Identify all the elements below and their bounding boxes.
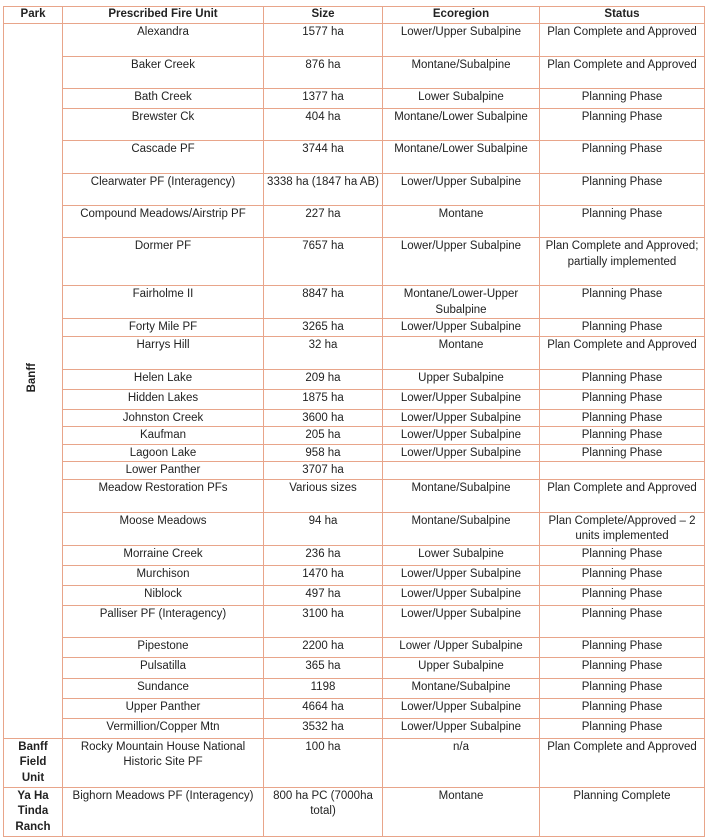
- cell-size: 404 ha: [264, 109, 383, 141]
- cell-unit: Bath Creek: [63, 89, 264, 109]
- cell-status: Planning Phase: [540, 109, 705, 141]
- cell-size: 236 ha: [264, 545, 383, 565]
- cell-status: Planning Phase: [540, 389, 705, 409]
- cell-size: 7657 ha: [264, 238, 383, 286]
- cell-status: [540, 462, 705, 480]
- cell-eco: Montane/Lower Subalpine: [383, 109, 540, 141]
- cell-eco: Lower/Upper Subalpine: [383, 174, 540, 206]
- cell-unit: Rocky Mountain House National Historic Site PF: [63, 738, 264, 787]
- cell-size: 100 ha: [264, 738, 383, 787]
- cell-unit: Morraine Creek: [63, 545, 264, 565]
- header-ecoregion: Ecoregion: [383, 7, 540, 24]
- cell-unit: Lagoon Lake: [63, 444, 264, 462]
- cell-size: 3532 ha: [264, 718, 383, 738]
- cell-eco: Montane/Subalpine: [383, 512, 540, 545]
- table-row: [4, 57, 705, 89]
- cell-status: Plan Complete and Approved: [540, 479, 705, 512]
- cell-unit: Hidden Lakes: [63, 389, 264, 409]
- header-unit: Prescribed Fire Unit: [63, 7, 264, 24]
- cell-size: 4664 ha: [264, 698, 383, 718]
- cell-eco: Lower/Upper Subalpine: [383, 718, 540, 738]
- cell-status: Planning Phase: [540, 427, 705, 445]
- cell-status: Planning Phase: [540, 545, 705, 565]
- cell-status: Planning Phase: [540, 698, 705, 718]
- cell-eco: Upper Subalpine: [383, 369, 540, 389]
- park-cell: [4, 738, 63, 787]
- cell-eco: Montane/Subalpine: [383, 479, 540, 512]
- cell-unit: Pipestone: [63, 637, 264, 657]
- cell-unit: Forty Mile PF: [63, 319, 264, 337]
- table-row: [4, 109, 705, 141]
- cell-unit: Sundance: [63, 678, 264, 698]
- cell-status: Planning Phase: [540, 657, 705, 678]
- cell-size: 1577 ha: [264, 24, 383, 57]
- cell-size: 3265 ha: [264, 319, 383, 337]
- cell-size: 800 ha PC (7000ha total): [264, 787, 383, 836]
- table-row: [4, 336, 705, 369]
- cell-status: Planning Phase: [540, 141, 705, 174]
- table-row: [4, 605, 705, 637]
- table-row: [4, 369, 705, 389]
- table-row: [4, 462, 705, 480]
- table-row: [4, 512, 705, 545]
- table-row: [4, 787, 705, 836]
- cell-eco: Lower/Upper Subalpine: [383, 585, 540, 605]
- cell-size: 3744 ha: [264, 141, 383, 174]
- cell-status: Plan Complete and Approved: [540, 57, 705, 89]
- table-row: [4, 174, 705, 206]
- cell-unit: Bighorn Meadows PF (Interagency): [63, 787, 264, 836]
- cell-unit: Clearwater PF (Interagency): [63, 174, 264, 206]
- cell-eco: Lower Subalpine: [383, 545, 540, 565]
- table-row: [4, 678, 705, 698]
- cell-size: 3707 ha: [264, 462, 383, 480]
- cell-eco: Upper Subalpine: [383, 657, 540, 678]
- park-name: Banff Field Unit: [18, 740, 48, 784]
- table-row: [4, 718, 705, 738]
- cell-status: Planning Phase: [540, 319, 705, 337]
- cell-eco: Montane/Lower Subalpine: [383, 141, 540, 174]
- cell-unit: Lower Panther: [63, 462, 264, 480]
- prescribed-fire-table: [3, 6, 705, 837]
- cell-unit: Pulsatilla: [63, 657, 264, 678]
- table-row: [4, 427, 705, 445]
- cell-size: 94 ha: [264, 512, 383, 545]
- cell-unit: Compound Meadows/Airstrip PF: [63, 206, 264, 238]
- cell-size: 1875 ha: [264, 389, 383, 409]
- cell-size: 1198: [264, 678, 383, 698]
- cell-size: 205 ha: [264, 427, 383, 445]
- cell-eco: Montane: [383, 206, 540, 238]
- cell-status: Planning Phase: [540, 585, 705, 605]
- cell-status: Planning Phase: [540, 89, 705, 109]
- cell-size: Various sizes: [264, 479, 383, 512]
- table-row: [4, 319, 705, 337]
- header-row: [4, 7, 705, 24]
- table-row: [4, 409, 705, 427]
- cell-eco: Lower/Upper Subalpine: [383, 24, 540, 57]
- park-cell: [4, 787, 63, 836]
- cell-eco: Lower/Upper Subalpine: [383, 319, 540, 337]
- cell-eco: [383, 462, 540, 480]
- cell-status: Planning Complete: [540, 787, 705, 836]
- cell-status: Planning Phase: [540, 206, 705, 238]
- cell-size: 958 ha: [264, 444, 383, 462]
- cell-eco: Lower/Upper Subalpine: [383, 444, 540, 462]
- cell-unit: Fairholme II: [63, 286, 264, 319]
- table-row: [4, 479, 705, 512]
- table-row: [4, 389, 705, 409]
- table-row: [4, 89, 705, 109]
- cell-eco: Montane: [383, 336, 540, 369]
- header-park: Park: [4, 7, 63, 24]
- table-row: [4, 698, 705, 718]
- park-cell: [4, 24, 63, 739]
- table-row: [4, 206, 705, 238]
- cell-size: 3100 ha: [264, 605, 383, 637]
- cell-unit: Vermillion/Copper Mtn: [63, 718, 264, 738]
- cell-eco: n/a: [383, 738, 540, 787]
- cell-size: 8847 ha: [264, 286, 383, 319]
- table-row: [4, 24, 705, 57]
- cell-status: Planning Phase: [540, 565, 705, 585]
- cell-eco: Montane/Subalpine: [383, 678, 540, 698]
- cell-size: 227 ha: [264, 206, 383, 238]
- cell-size: 876 ha: [264, 57, 383, 89]
- cell-eco: Lower/Upper Subalpine: [383, 605, 540, 637]
- cell-eco: Lower/Upper Subalpine: [383, 409, 540, 427]
- cell-eco: Lower /Upper Subalpine: [383, 637, 540, 657]
- cell-size: 3600 ha: [264, 409, 383, 427]
- cell-size: 2200 ha: [264, 637, 383, 657]
- park-name: Banff: [26, 363, 39, 393]
- cell-status: Planning Phase: [540, 409, 705, 427]
- cell-size: 1377 ha: [264, 89, 383, 109]
- table-row: [4, 545, 705, 565]
- cell-unit: Kaufman: [63, 427, 264, 445]
- cell-size: 365 ha: [264, 657, 383, 678]
- table-row: [4, 565, 705, 585]
- header-size: Size: [264, 7, 383, 24]
- cell-unit: Harrys Hill: [63, 336, 264, 369]
- cell-status: Planning Phase: [540, 637, 705, 657]
- table-row: [4, 738, 705, 787]
- table-row: [4, 657, 705, 678]
- cell-status: Plan Complete/Approved – 2 units implemented: [540, 512, 705, 545]
- park-name: Ya Ha Tinda Ranch: [15, 789, 51, 833]
- cell-status: Planning Phase: [540, 605, 705, 637]
- table-row: [4, 444, 705, 462]
- cell-unit: Meadow Restoration PFs: [63, 479, 264, 512]
- cell-unit: Dormer PF: [63, 238, 264, 286]
- cell-status: Planning Phase: [540, 444, 705, 462]
- cell-size: 1470 ha: [264, 565, 383, 585]
- cell-size: 209 ha: [264, 369, 383, 389]
- cell-status: Planning Phase: [540, 678, 705, 698]
- cell-unit: Johnston Creek: [63, 409, 264, 427]
- cell-unit: Moose Meadows: [63, 512, 264, 545]
- cell-status: Planning Phase: [540, 286, 705, 319]
- cell-eco: Montane: [383, 787, 540, 836]
- cell-eco: Lower Subalpine: [383, 89, 540, 109]
- cell-unit: Alexandra: [63, 24, 264, 57]
- cell-eco: Lower/Upper Subalpine: [383, 389, 540, 409]
- table-row: [4, 141, 705, 174]
- cell-unit: Niblock: [63, 585, 264, 605]
- table-row: [4, 238, 705, 286]
- cell-status: Plan Complete and Approved: [540, 24, 705, 57]
- cell-size: 32 ha: [264, 336, 383, 369]
- header-status: Status: [540, 7, 705, 24]
- cell-unit: Brewster Ck: [63, 109, 264, 141]
- cell-size: 497 ha: [264, 585, 383, 605]
- cell-size: 3338 ha (1847 ha AB): [264, 174, 383, 206]
- cell-eco: Lower/Upper Subalpine: [383, 427, 540, 445]
- cell-status: Plan Complete and Approved: [540, 738, 705, 787]
- cell-status: Planning Phase: [540, 174, 705, 206]
- cell-eco: Lower/Upper Subalpine: [383, 565, 540, 585]
- cell-status: Plan Complete and Approved; partially implemented: [540, 238, 705, 286]
- cell-status: Planning Phase: [540, 369, 705, 389]
- cell-eco: Montane/Subalpine: [383, 57, 540, 89]
- cell-eco: Montane/Lower-Upper Subalpine: [383, 286, 540, 319]
- cell-unit: Baker Creek: [63, 57, 264, 89]
- cell-status: Plan Complete and Approved: [540, 336, 705, 369]
- table-row: [4, 585, 705, 605]
- table-row: [4, 286, 705, 319]
- table-row: [4, 637, 705, 657]
- cell-unit: Upper Panther: [63, 698, 264, 718]
- cell-unit: Helen Lake: [63, 369, 264, 389]
- cell-status: Planning Phase: [540, 718, 705, 738]
- cell-eco: Lower/Upper Subalpine: [383, 698, 540, 718]
- cell-unit: Cascade PF: [63, 141, 264, 174]
- cell-unit: Murchison: [63, 565, 264, 585]
- cell-unit: Palliser PF (Interagency): [63, 605, 264, 637]
- cell-eco: Lower/Upper Subalpine: [383, 238, 540, 286]
